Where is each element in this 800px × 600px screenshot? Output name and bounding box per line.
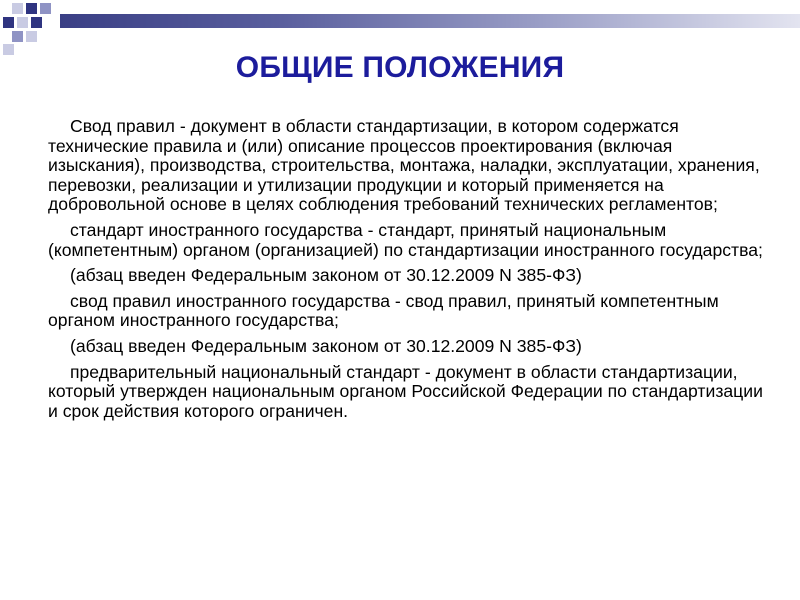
decor-square [12,3,23,14]
decor-square [26,3,37,14]
paragraph: свод правил иностранного государства - свод правил, принятый компетентным органом иностранного государства; [48,290,719,331]
paragraph: (абзац введен Федеральным законом от 30.12.2009 N 385-ФЗ) [70,265,582,286]
slide-body [48,117,764,427]
decor-square [40,3,51,14]
decor-square [31,17,42,28]
decor-square [17,17,28,28]
slide-title: ОБЩИЕ ПОЛОЖЕНИЯ [235,51,565,84]
decor-square [3,17,14,28]
paragraph: предварительный национальный стандарт - документ в области стандартизации, который утвержден национальным органом Российской Федерации по стандартизации и срок действия которого ограничен. [48,361,763,421]
paragraph: (абзац введен Федеральным законом от 30.12.2009 N 385-ФЗ) [70,335,582,356]
decorative-squares [0,0,60,56]
header-gradient-bar [60,14,800,28]
decor-square [26,31,37,42]
paragraph: Свод правил - документ в области стандартизации, в котором содержатся технические правила и (или) описание процессов проектирования (включая изыскания), производства, строительства, монтажа, наладки, эксплуатации, хранения, перевозки, реализации и утилизации продукции и который применяется на добровольной основе в целях соблюдения требований технических регламентов; [48,116,760,215]
paragraph: стандарт иностранного государства - стандарт, принятый национальным (компетентным) органом (организацией) по стандартизации иностранного государства; [48,219,763,260]
decor-square [12,31,23,42]
